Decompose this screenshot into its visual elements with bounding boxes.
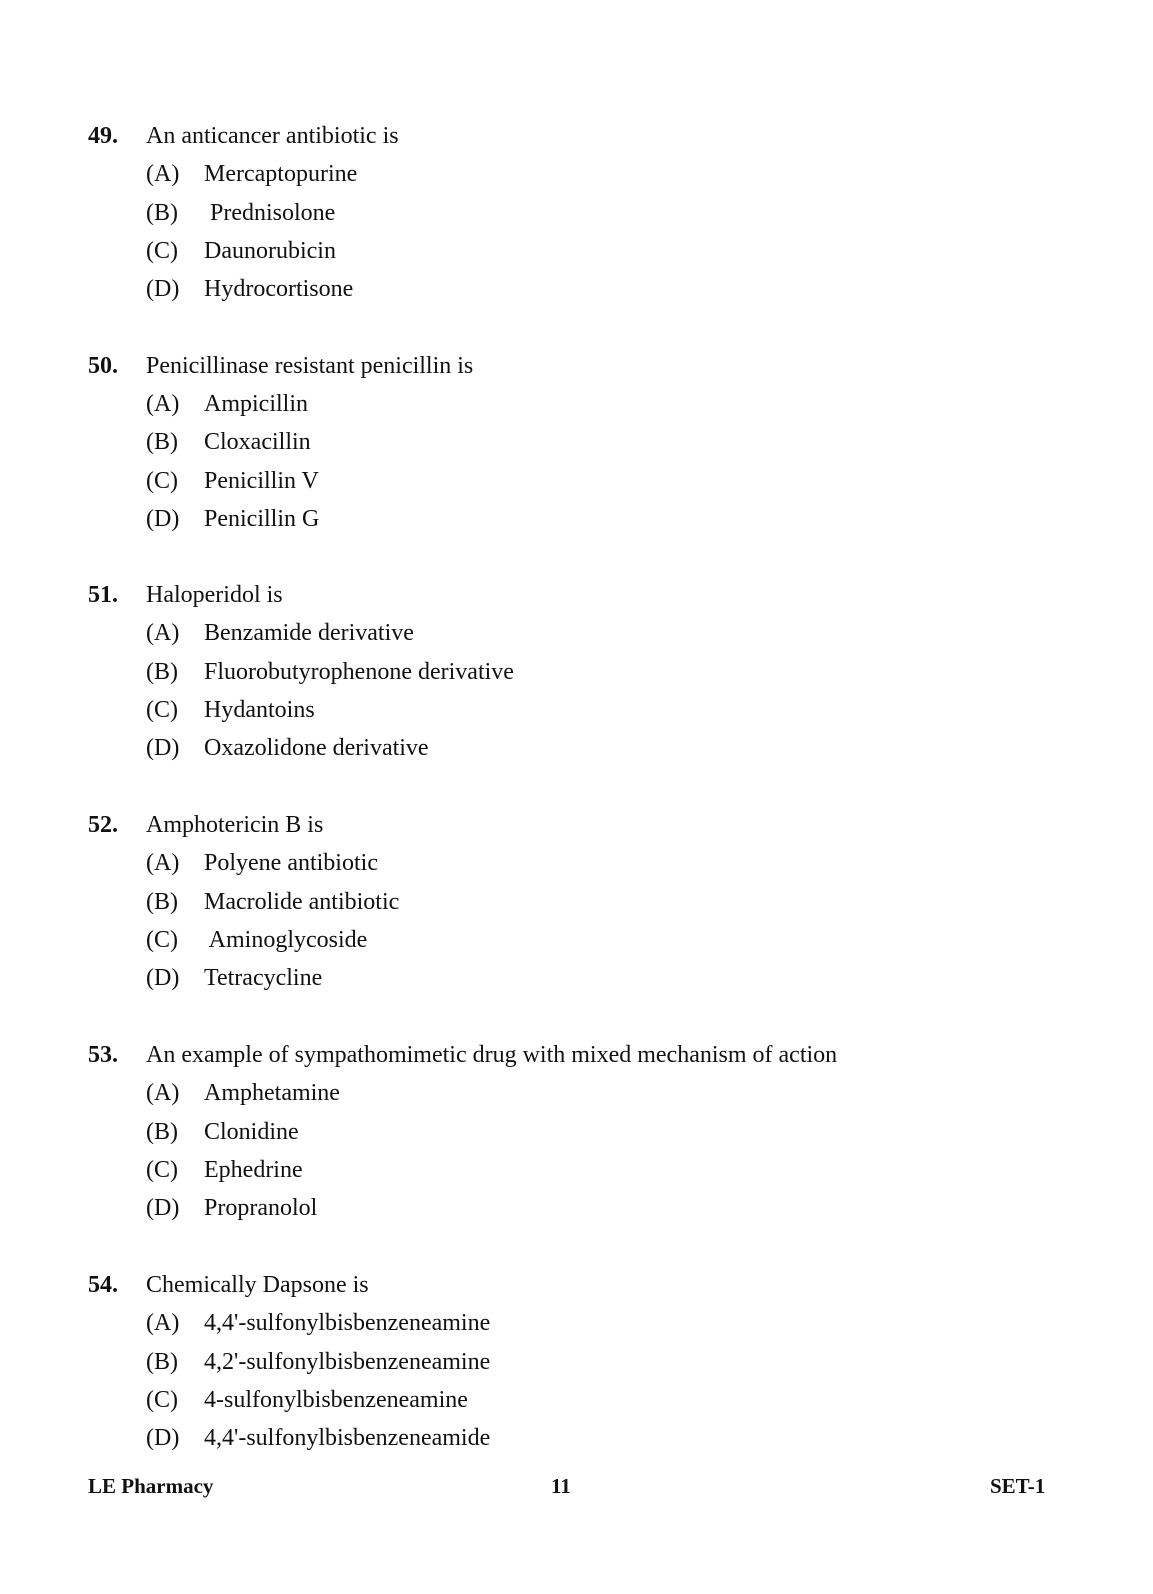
question-number: 51. — [88, 582, 118, 608]
question-text: Amphotericin B is — [146, 812, 324, 838]
footer-set: SET-1 — [990, 1474, 1046, 1498]
question-number: 53. — [88, 1042, 118, 1068]
option-text: Amphetamine — [204, 1080, 340, 1106]
option-label: (D) — [146, 506, 180, 532]
option-text: Macrolide antibiotic — [204, 889, 400, 915]
option-text: Ephedrine — [204, 1157, 303, 1183]
option-text: Aminoglycoside — [204, 927, 368, 953]
option-label: (B) — [146, 200, 178, 226]
option-text: Ampicillin — [204, 391, 308, 417]
option-label: (D) — [146, 1425, 180, 1451]
option-label: (A) — [146, 620, 180, 646]
option-text: Fluorobutyrophenone derivative — [204, 659, 514, 685]
option-label: (A) — [146, 161, 180, 187]
option-text: Hydrocortisone — [204, 276, 354, 302]
option-label: (C) — [146, 1157, 178, 1183]
option-label: (A) — [146, 1310, 180, 1336]
option-label: (D) — [146, 276, 180, 302]
option-label: (B) — [146, 1119, 178, 1145]
option-text: 4,4'-sulfonylbisbenzeneamide — [204, 1425, 491, 1451]
option-text: Clonidine — [204, 1119, 299, 1145]
question-number: 54. — [88, 1272, 118, 1298]
option-label: (B) — [146, 889, 178, 915]
option-text: Polyene antibiotic — [204, 850, 378, 876]
option-label: (C) — [146, 927, 178, 953]
page-footer — [0, 1472, 1153, 1502]
option-label: (A) — [146, 391, 180, 417]
option-text: 4,2'-sulfonylbisbenzeneamine — [204, 1349, 491, 1375]
option-label: (D) — [146, 1195, 180, 1221]
option-label: (C) — [146, 468, 178, 494]
question-text: Penicillinase resistant penicillin is — [146, 353, 474, 379]
question-text: An example of sympathomimetic drug with mixed mechanism of action — [146, 1042, 838, 1068]
question-text: Haloperidol is — [146, 582, 283, 608]
option-text: Oxazolidone derivative — [204, 735, 429, 761]
option-label: (B) — [146, 1349, 178, 1375]
option-label: (D) — [146, 965, 180, 991]
question-text: Chemically Dapsone is — [146, 1272, 369, 1298]
question-number: 50. — [88, 353, 118, 379]
option-text: 4-sulfonylbisbenzeneamine — [204, 1387, 468, 1413]
option-text: 4,4'-sulfonylbisbenzeneamine — [204, 1310, 491, 1336]
option-text: Daunorubicin — [204, 238, 336, 264]
page-number: 11 — [551, 1474, 571, 1498]
option-label: (B) — [146, 659, 178, 685]
question-number: 52. — [88, 812, 118, 838]
option-text: Benzamide derivative — [204, 620, 414, 646]
option-text: Cloxacillin — [204, 429, 311, 455]
option-label: (D) — [146, 735, 180, 761]
question-number: 49. — [88, 123, 118, 149]
question-text: An anticancer antibiotic is — [146, 123, 399, 149]
option-text: Penicillin V — [204, 468, 319, 494]
option-label: (A) — [146, 850, 180, 876]
option-label: (A) — [146, 1080, 180, 1106]
option-text: Prednisolone — [204, 200, 336, 226]
option-text: Hydantoins — [204, 697, 315, 723]
option-label: (C) — [146, 1387, 178, 1413]
option-label: (B) — [146, 429, 178, 455]
option-label: (C) — [146, 697, 178, 723]
option-label: (C) — [146, 238, 178, 264]
footer-subject: LE Pharmacy — [88, 1474, 214, 1498]
option-text: Propranolol — [204, 1195, 318, 1221]
option-text: Mercaptopurine — [204, 161, 358, 187]
option-text: Penicillin G — [204, 506, 320, 532]
option-text: Tetracycline — [204, 965, 323, 991]
